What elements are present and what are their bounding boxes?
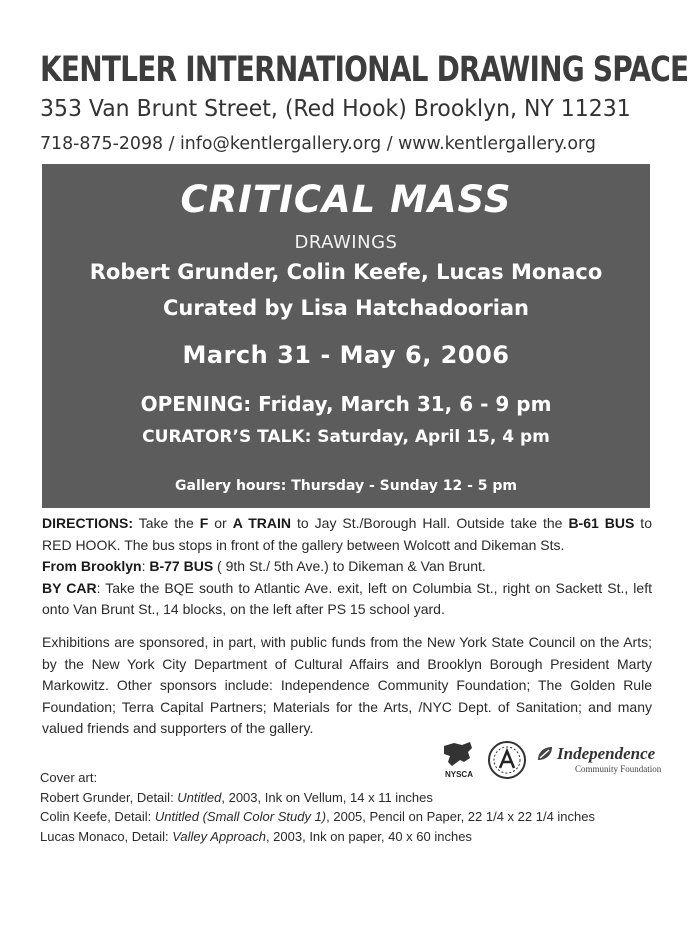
- directions-paragraph: DIRECTIONS: Take the F or A TRAIN to Jay St./Borough Hall. Outside take the B-61 BUS to RED HOOK. The bus stops in front of the gallery between Wolcott and Dikeman Sts. From Brooklyn: B-77 BUS ( 9th St./ 5th Ave.) to Dikeman & Van Brunt. BY CAR: Take the BQE south to Atlantic Ave. exit, left on Columbia St., right on Sackett St., left onto Van Brunt St., 14 blocks, on the left after PS 15 school yard.: [42, 515, 652, 617]
- exhibition-dates: March 31 - May 6, 2006: [182, 341, 510, 369]
- exhibition-title: CRITICAL MASS: [180, 178, 512, 221]
- brooklyn-label: From Brooklyn: [42, 558, 142, 574]
- gallery-address: 353 Van Brunt Street, (Red Hook) Brooklyn, NY 11231: [40, 96, 631, 122]
- contact-line: 718-875-2098 / info@kentlergallery.org / www.kentlergallery.org: [40, 133, 596, 154]
- directions-label: DIRECTIONS:: [42, 515, 133, 531]
- cover-art-item: Robert Grunder, Detail: Untitled, 2003, Ink on Vellum, 14 x 11 inches: [40, 789, 433, 805]
- gallery-hours: Gallery hours: Thursday - Sunday 12 - 5 pm: [175, 478, 517, 494]
- nysca-logo: NYSCA: [440, 740, 478, 784]
- sponsors-paragraph: Exhibitions are sponsored, in part, with public funds from the New York State Council on the Arts; by the New York City Department of Cultural Affairs and Brooklyn Borough President Marty Markowitz. Other sponsors include: Independence Community Foundation; The Golden Rule Foundation; Terra Capital Partners; Materials for the Arts, /NYC Dept. of Sanitation; and many valued friends and supporters of the gallery.: [42, 634, 652, 736]
- cover-art-credits: [40, 768, 660, 846]
- cover-art-item: Lucas Monaco, Detail: Valley Approach, 2003, Ink on paper, 40 x 60 inches: [40, 828, 472, 844]
- opening-info: OPENING: Friday, March 31, 6 - 9 pm: [140, 392, 552, 416]
- cover-art-item: Colin Keefe, Detail: Untitled (Small Color Study 1), 2005, Pencil on Paper, 22 1/4 x 22 1/4 inches: [40, 809, 595, 824]
- phone-number: 718-875-2098: [40, 133, 164, 154]
- cover-art-label: Cover art:: [40, 770, 98, 785]
- curators-talk-info: CURATOR’S TALK: Saturday, April 15, 4 pm: [142, 427, 550, 447]
- curator-credit: Curated by Lisa Hatchadoorian: [162, 296, 530, 320]
- artists-list: Robert Grunder, Colin Keefe, Lucas Monaco: [89, 260, 603, 284]
- organization-name: KENTLER INTERNATIONAL DRAWING SPACE: [40, 50, 689, 90]
- independence-foundation-logo: Independence Community Foundation: [535, 744, 655, 782]
- website-link[interactable]: www.kentlergallery.org: [398, 133, 596, 154]
- email-link[interactable]: info@kentlergallery.org: [179, 133, 382, 154]
- exhibition-subtitle: DRAWINGS: [294, 232, 398, 253]
- new-york-state-icon: [440, 740, 478, 770]
- independence-leaf-icon: [535, 744, 555, 764]
- exhibition-banner: [42, 164, 650, 508]
- by-car-label: BY CAR: [42, 579, 97, 596]
